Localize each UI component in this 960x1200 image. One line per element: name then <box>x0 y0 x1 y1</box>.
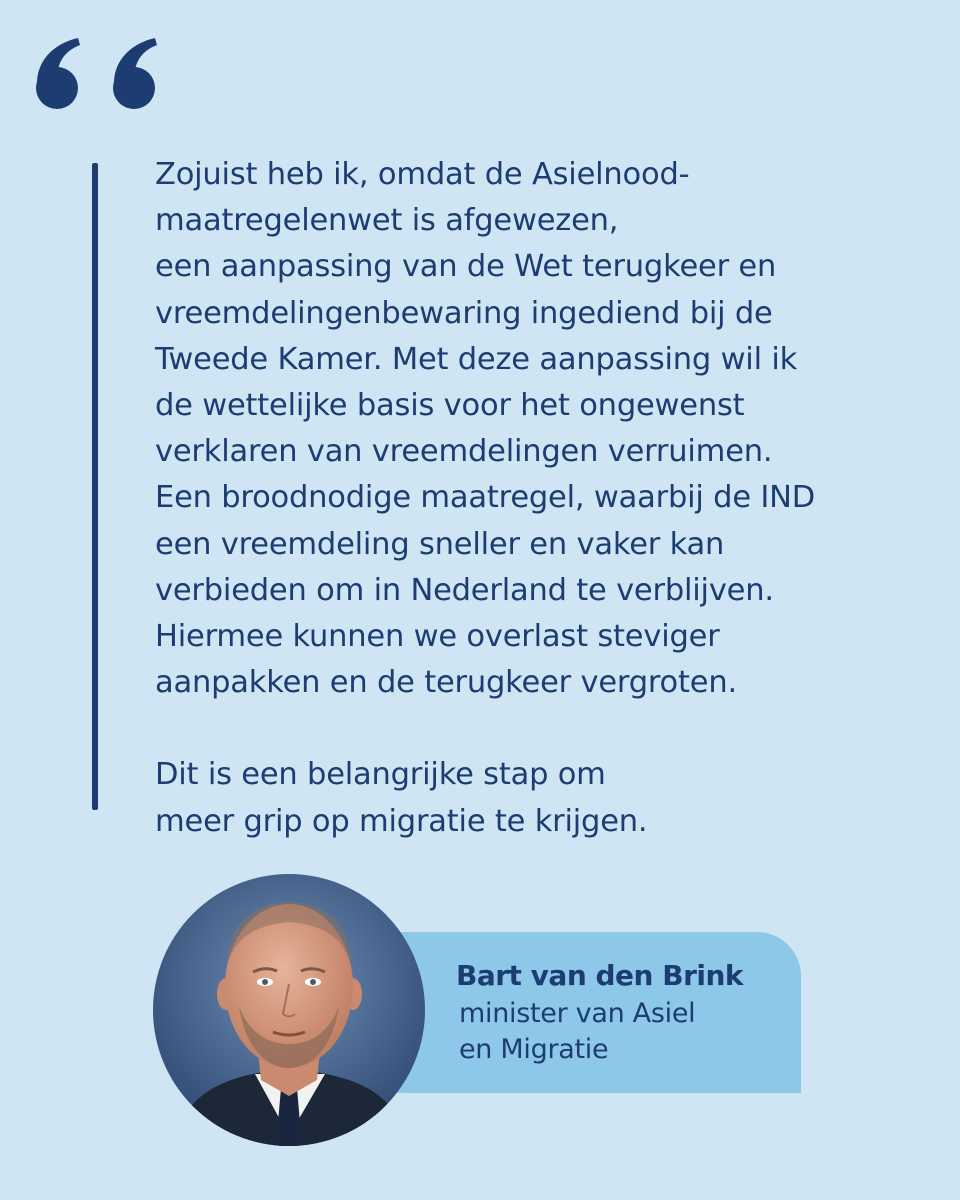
opening-quote-icon <box>36 36 160 112</box>
paragraph-gap <box>155 706 875 752</box>
quote-text <box>155 152 875 845</box>
quote-line: verklaren van vreemdelingen verruimen. <box>155 434 773 470</box>
quote-line: vreemdelingenbewaring ingediend bij de <box>155 295 773 331</box>
quote-accent-bar <box>92 163 98 810</box>
quote-line: aanpakken en de terugkeer vergroten. <box>155 665 737 701</box>
speaker-name: Bart van den Brink <box>456 959 744 992</box>
quote-line: Een broodnodige maatregel, waarbij de IND <box>155 480 816 516</box>
quote-line: een vreemdeling sneller en vaker kan <box>155 526 725 562</box>
quote-closing-line: meer grip op migratie te krijgen. <box>155 803 648 839</box>
quote-closing-line: Dit is een belangrijke stap om <box>155 757 606 793</box>
quote-line: Tweede Kamer. Met deze aanpassing wil ik <box>155 341 798 377</box>
speaker-info <box>456 956 743 1068</box>
quote-line: een aanpassing van de Wet terugkeer en <box>155 249 777 285</box>
quote-line: maatregelenwet is afgewezen, <box>155 203 619 239</box>
quote-line: Zojuist heb ik, omdat de Asielnood- <box>155 157 690 192</box>
speaker-role-line-1: minister van Asiel <box>459 998 696 1029</box>
quote-line: de wettelijke basis voor het ongewenst <box>155 388 745 424</box>
quote-line: verbieden om in Nederland te verblijven. <box>155 572 774 608</box>
speaker-portrait <box>153 874 425 1146</box>
quote-line: Hiermee kunnen we overlast steviger <box>155 619 720 655</box>
speaker-role-line-2: en Migratie <box>459 1034 609 1065</box>
